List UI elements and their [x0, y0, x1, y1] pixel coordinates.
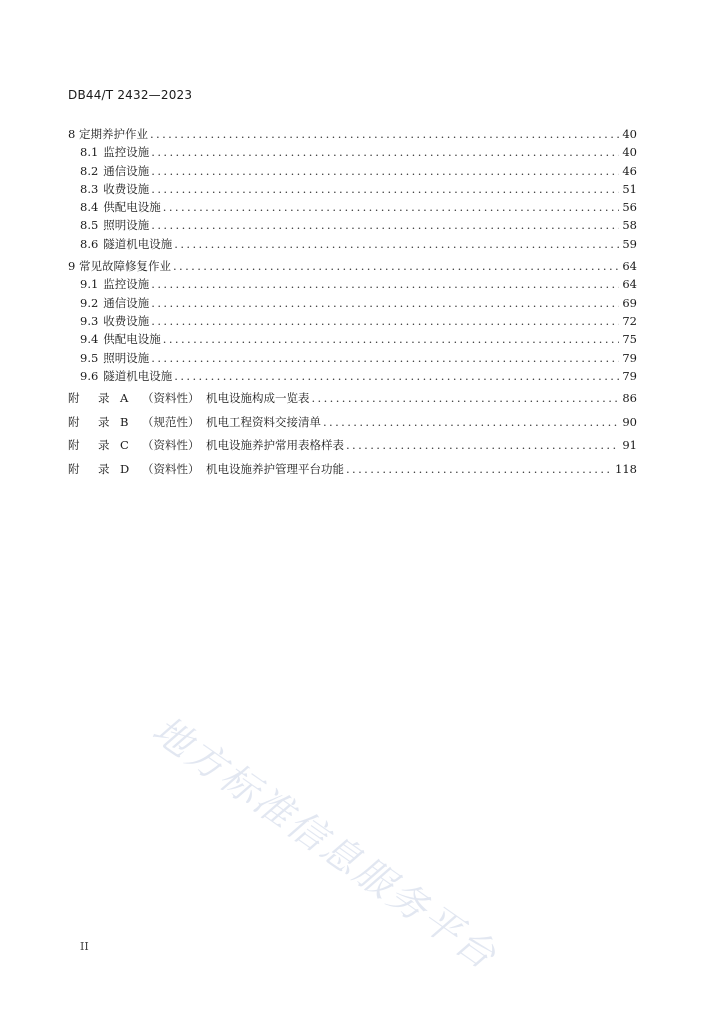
toc-item-9-3[interactable]	[68, 312, 637, 330]
toc-number: 8.6	[80, 236, 99, 251]
appendix-letter: B	[120, 414, 129, 429]
toc-leader-dots	[346, 434, 619, 458]
appendix-type: （资料性）	[142, 461, 200, 476]
appendix-letter: A	[120, 391, 129, 406]
toc-page-number: 79	[622, 350, 637, 365]
toc-leader-dots	[346, 458, 613, 482]
toc-chapter-8[interactable]	[68, 125, 637, 143]
toc-title: 监控设施	[103, 145, 150, 160]
appendix-letter: D	[120, 461, 130, 476]
toc-title: 机电工程资料交接清单	[206, 414, 321, 429]
toc-leader-dots	[323, 411, 619, 435]
toc-leader-dots	[150, 125, 619, 143]
appendix-word-1: 附	[68, 461, 80, 476]
toc-number: 8.5	[80, 218, 99, 233]
toc-leader-dots	[151, 275, 619, 293]
toc-number: 9.3	[80, 313, 99, 328]
toc-title: 供配电设施	[103, 200, 161, 215]
toc-page-number: 58	[622, 218, 637, 233]
table-of-contents	[68, 125, 637, 481]
toc-page-number: 64	[622, 259, 637, 274]
toc-number: 8.3	[80, 181, 99, 196]
toc-item-8-1[interactable]	[68, 143, 637, 161]
toc-number: 9.4	[80, 332, 99, 347]
toc-number: 9.6	[80, 368, 99, 383]
toc-item-9-2[interactable]	[68, 294, 637, 312]
toc-item-9-5[interactable]	[68, 349, 637, 367]
toc-title: 机电设施构成一览表	[206, 391, 310, 406]
appendix-word-1: 附	[68, 414, 80, 429]
toc-title: 8 定期养护作业	[68, 127, 148, 141]
appendix-word-2: 录	[98, 414, 110, 429]
toc-page-number: 118	[615, 461, 637, 476]
toc-chapter-9[interactable]	[68, 257, 637, 275]
appendix-type: （资料性）	[142, 391, 200, 406]
toc-number: 9.2	[80, 295, 99, 310]
appendix-word-2: 录	[98, 438, 110, 453]
toc-title: 通信设施	[103, 163, 150, 178]
toc-leader-dots	[151, 349, 619, 367]
toc-number: 8.4	[80, 200, 99, 215]
toc-appendix-c[interactable]	[68, 434, 637, 458]
toc-leader-dots	[151, 143, 619, 161]
appendix-type: （规范性）	[142, 414, 200, 429]
footer-page-number: II	[80, 940, 89, 953]
toc-page-number: 59	[622, 236, 637, 251]
toc-page-number: 91	[622, 438, 637, 453]
toc-leader-dots	[151, 294, 619, 312]
toc-page-number: 64	[622, 277, 637, 292]
toc-item-8-3[interactable]	[68, 180, 637, 198]
toc-leader-dots	[174, 235, 619, 253]
toc-item-8-5[interactable]	[68, 216, 637, 234]
toc-leader-dots	[174, 367, 619, 385]
toc-leader-dots	[151, 312, 619, 330]
toc-page-number: 56	[622, 200, 637, 215]
toc-leader-dots	[163, 198, 619, 216]
toc-page-number: 40	[622, 145, 637, 160]
toc-appendix-a[interactable]	[68, 387, 637, 411]
toc-appendix-b[interactable]	[68, 411, 637, 435]
toc-page-number: 79	[622, 368, 637, 383]
toc-item-9-1[interactable]	[68, 275, 637, 293]
toc-leader-dots	[151, 180, 619, 198]
toc-appendix-d[interactable]	[68, 458, 637, 482]
toc-item-8-6[interactable]	[68, 235, 637, 253]
appendix-word-1: 附	[68, 391, 80, 406]
toc-page-number: 51	[622, 181, 637, 196]
toc-title: 照明设施	[103, 218, 150, 233]
toc-title: 机电设施养护管理平台功能	[206, 461, 344, 476]
toc-title: 隧道机电设施	[103, 368, 173, 383]
toc-number: 9.1	[80, 277, 99, 292]
toc-number: 8.1	[80, 145, 99, 160]
toc-leader-dots	[173, 257, 619, 275]
toc-title: 机电设施养护常用表格样表	[206, 438, 344, 453]
appendix-type: （资料性）	[142, 438, 200, 453]
toc-item-8-2[interactable]	[68, 162, 637, 180]
toc-title: 9 常见故障修复作业	[68, 259, 171, 274]
appendix-word-1: 附	[68, 438, 80, 453]
toc-title: 供配电设施	[103, 332, 161, 347]
toc-item-8-4[interactable]	[68, 198, 637, 216]
toc-page-number: 75	[622, 332, 637, 347]
toc-title: 收费设施	[103, 181, 150, 196]
toc-item-9-6[interactable]	[68, 367, 637, 385]
toc-leader-dots	[312, 387, 620, 411]
toc-title: 监控设施	[103, 277, 150, 292]
appendix-word-2: 录	[98, 461, 110, 476]
watermark-text: 地方标准信息服务平台	[144, 707, 506, 979]
toc-title: 通信设施	[103, 295, 150, 310]
appendix-word-2: 录	[98, 391, 110, 406]
toc-page-number: 40	[622, 127, 637, 141]
toc-leader-dots	[151, 162, 619, 180]
toc-leader-dots	[151, 216, 619, 234]
toc-leader-dots	[163, 330, 619, 348]
toc-page-number: 86	[622, 391, 637, 406]
toc-page-number: 69	[622, 295, 637, 310]
toc-title: 隧道机电设施	[103, 236, 173, 251]
toc-page-number: 72	[622, 313, 637, 328]
toc-number: 9.5	[80, 350, 99, 365]
toc-item-9-4[interactable]	[68, 330, 637, 348]
toc-title: 收费设施	[103, 313, 150, 328]
toc-page-number: 46	[622, 163, 637, 178]
toc-title: 照明设施	[103, 350, 150, 365]
toc-number: 8.2	[80, 163, 99, 178]
toc-page-number: 90	[622, 414, 637, 429]
appendix-letter: C	[120, 438, 129, 453]
document-id: DB44/T 2432—2023	[68, 88, 193, 102]
